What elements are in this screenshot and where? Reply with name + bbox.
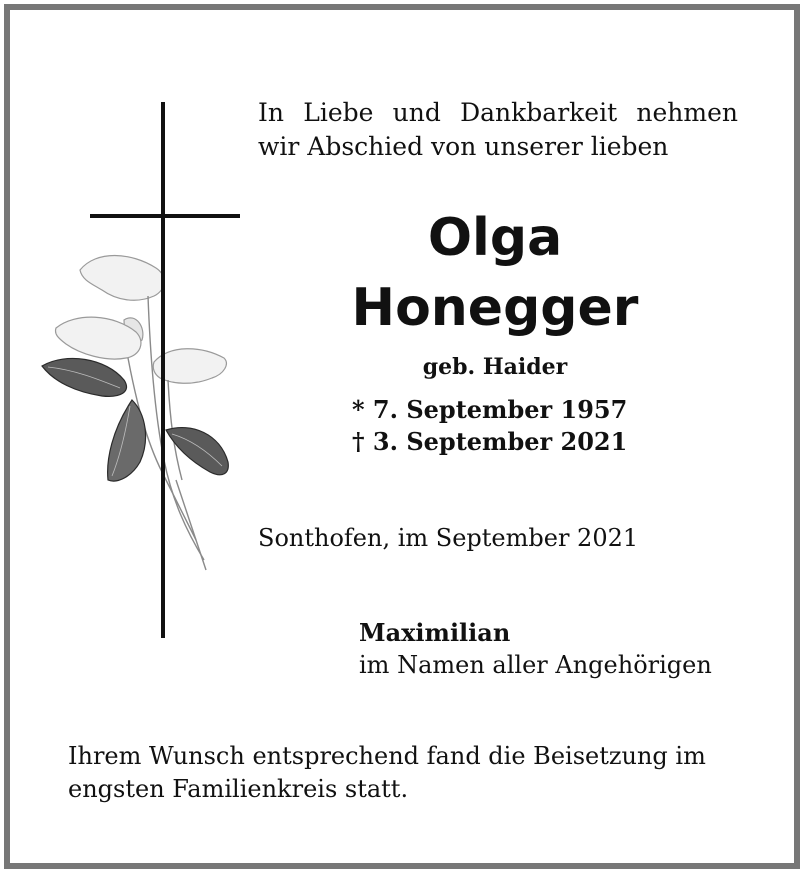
cross-with-calla-lilies-icon (36, 100, 246, 645)
intro-text (258, 96, 738, 164)
death-date: † 3. September 2021 (352, 427, 628, 456)
funeral-note: Ihrem Wunsch entsprechend fand die Beisetzung im engsten Familienkreis statt. (68, 742, 706, 803)
intro-line-1: In Liebe und Dankbarkeit nehmen (258, 98, 738, 127)
deceased-last-name: Honegger (351, 278, 639, 338)
signer-name: Maximilian (359, 618, 511, 647)
signer-block (359, 616, 712, 682)
life-dates (352, 394, 627, 458)
deceased-first-name: Olga (427, 208, 563, 268)
birth-date: * 7. September 1957 (352, 395, 628, 424)
place-and-date: Sonthofen, im September 2021 (258, 524, 639, 552)
intro-line-2: wir Abschied von unserer lieben (258, 132, 669, 161)
signer-note: im Namen aller Angehörigen (359, 651, 712, 679)
birth-name: geb. Haider (422, 354, 568, 380)
